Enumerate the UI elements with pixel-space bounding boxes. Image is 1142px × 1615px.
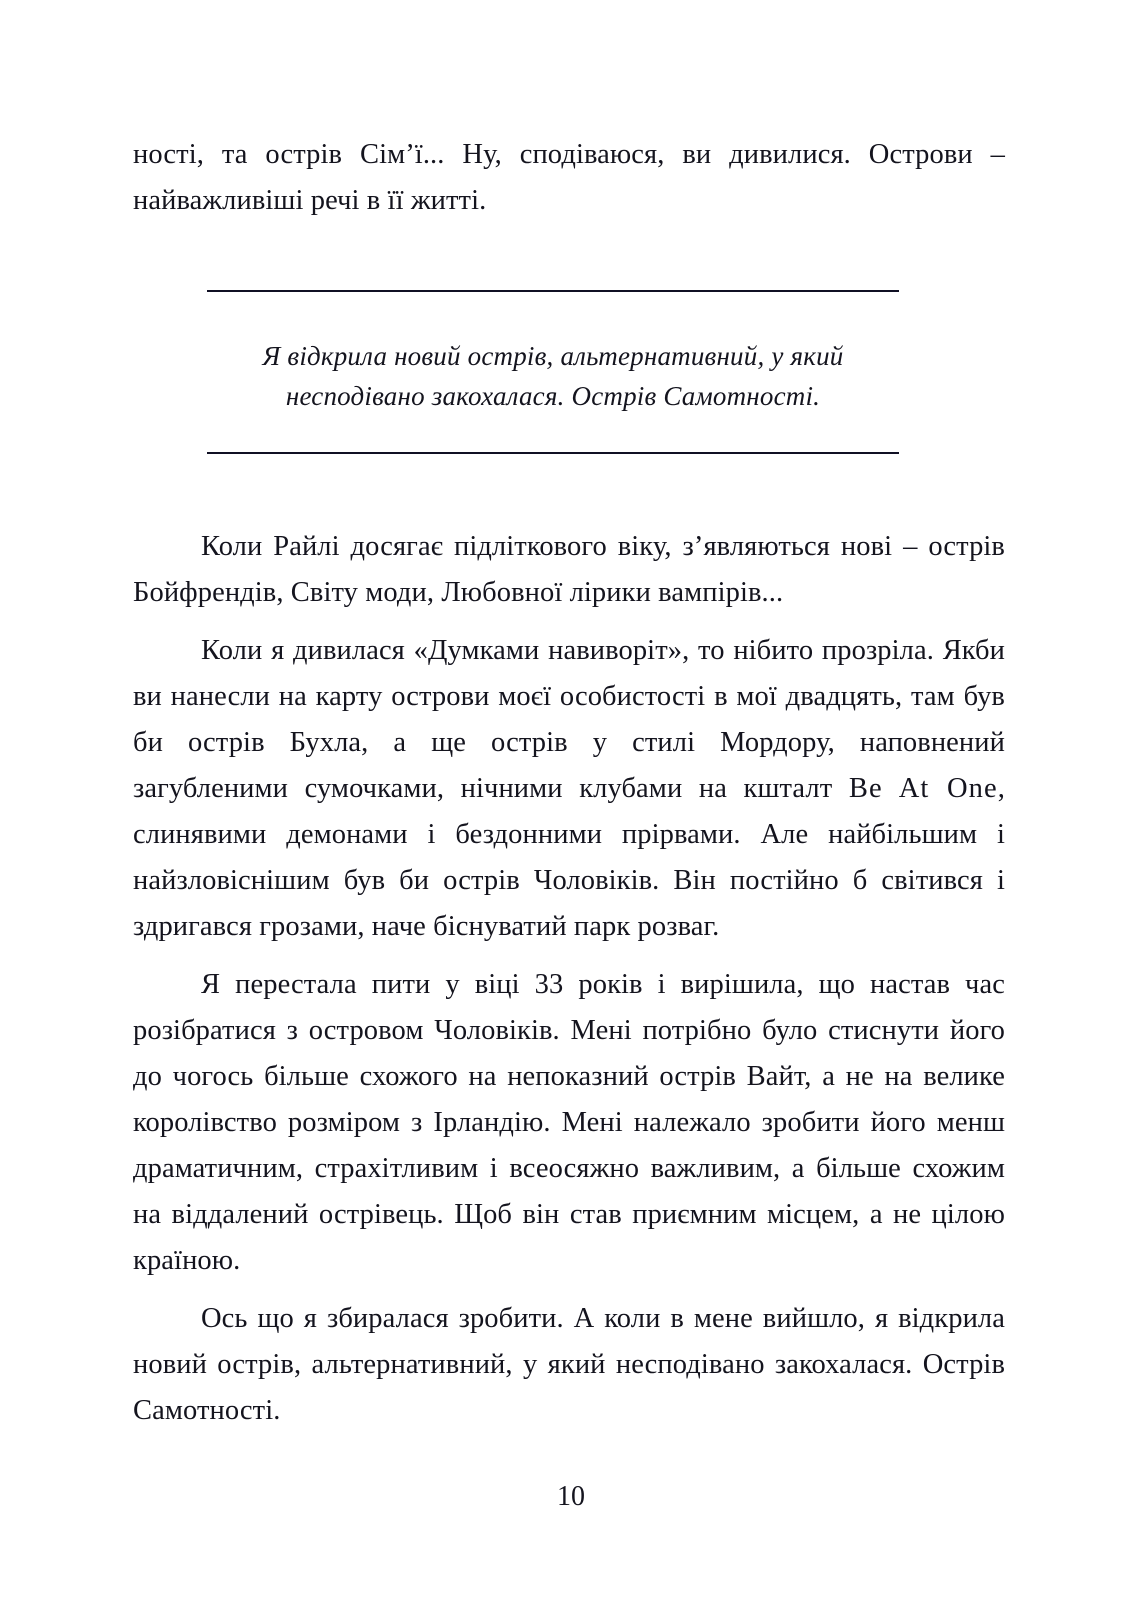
page-number: 10 xyxy=(557,1481,585,1512)
club-name: Be At One xyxy=(848,773,998,804)
spacer-after-pullquote xyxy=(133,454,1005,524)
pullquote-top-spacer xyxy=(207,292,899,336)
paragraph-gap-2 xyxy=(133,950,1005,962)
pullquote-bottom-spacer xyxy=(207,416,899,452)
paragraph-3: Я перестала пити у віці 33 років і вирішила, що настав час розібратися з островом Чоловіків. Мені потрібно було стиснути його до чогось більше схожого на непоказний острів Вайт, а не на велике королівство розміром з Ірландію. Мені належало зробити його менш драматичним, страхітливим і всеосяжно важливим, а більше схожим на віддалений острівець. Щоб він став приємним місцем, а не цілою країною. xyxy=(133,969,1005,1276)
page-content xyxy=(133,132,1005,1434)
paragraph-2-head: Коли я дивилася «Думками навиворіт», то нібито прозріла. Якби ви нанесли на карту острови моєї особистості в мої двадцять, там був би острів Бухла, а ще острів у стилі Мордору, наповнений загубленими сумочками, нічними клубами на кшталт xyxy=(133,635,1005,804)
paragraph-4: Ось що я збиралася зробити. А коли в мене вийшло, я відкрила новий острів, альтернативний, у який несподівано закохалася. Острів Самотності. xyxy=(133,1303,1005,1426)
paragraph-gap-3 xyxy=(133,1284,1005,1296)
paragraph-2-tail: , слинявими демонами і бездонними прірвами. Але найбільшим і найзловіснішим був би острів Чоловіків. Він постійно б світився і здригався грозами, наче біснуватий парк розваг. xyxy=(133,773,1005,942)
pullquote-block xyxy=(207,290,899,454)
pullquote-text: Я відкрила новий острів, альтернативний, у який несподівано закохалася. Острів Самотності. xyxy=(262,341,844,411)
spacer-before-pullquote xyxy=(133,224,1005,290)
paragraph-2 xyxy=(133,628,1005,950)
paragraph-1: Коли Райлі досягає підліткового віку, з’являються нові – острів Бойфрендів, Світу моди, Любовної лірики вампірів... xyxy=(133,531,1005,608)
continued-paragraph: ності, та острів Сім’ї... Ну, сподіваюся, ви дивилися. Острови – найважливіші речі в її житті. xyxy=(133,139,1005,216)
paragraph-gap-1 xyxy=(133,616,1005,628)
